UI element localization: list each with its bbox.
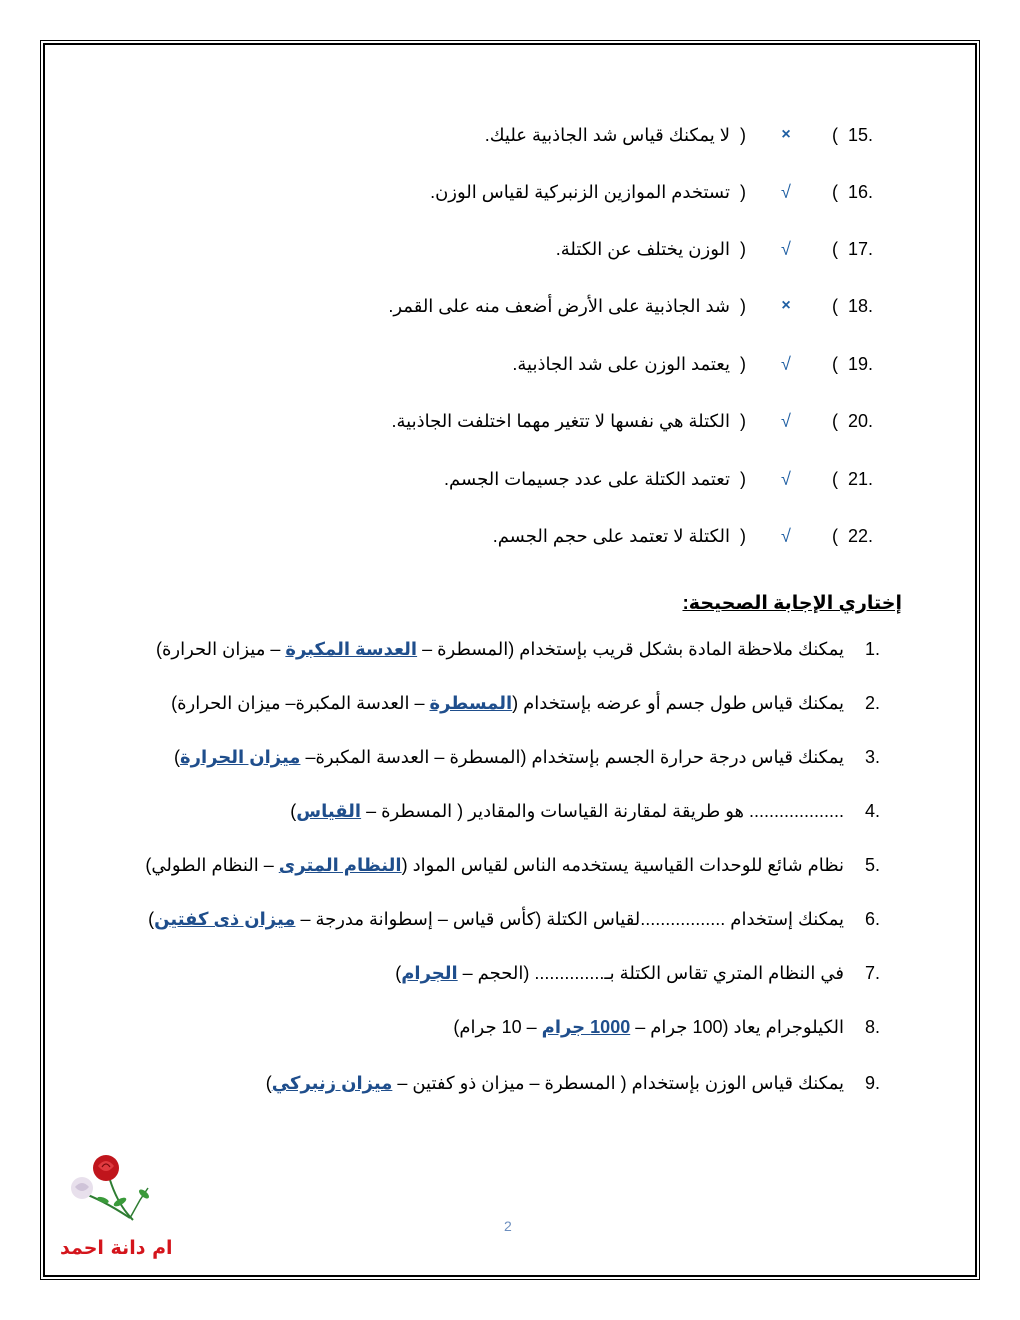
mc-number: 4. <box>864 801 880 821</box>
mc-question-end: ) <box>148 909 155 929</box>
mc-question: ................... هو طريقة لمقارنة القياسات والمقادير ( المسطرة – <box>361 801 844 821</box>
tf-item-19 <box>0 349 1020 379</box>
tf-statement: تستخدم الموازين الزنبركية لقياس الوزن. <box>430 182 730 202</box>
tf-number: 18. <box>848 296 874 316</box>
tf-open-paren: ( <box>832 469 838 489</box>
tf-close-paren: ) <box>740 411 746 431</box>
mc-question: يمكنك إستخدام .................لقياس الكتلة (كأس قياس – إسطوانة مدرجة – <box>295 909 844 929</box>
tf-item-16 <box>0 177 1020 207</box>
tf-number: 22. <box>848 526 874 546</box>
mc-number: 2. <box>864 693 880 713</box>
mc-answer: ميزان ذى كفتين <box>154 909 296 929</box>
tf-close-paren: ) <box>740 469 746 489</box>
check-mark-icon: √ <box>781 182 791 202</box>
mc-number: 6. <box>864 909 880 929</box>
tf-statement: الكتلة هي نفسها لا تتغير مهما اختلفت الجاذبية. <box>391 411 730 431</box>
mc-number: 7. <box>864 963 880 983</box>
mc-question: يمكنك قياس درجة حرارة الجسم بإستخدام (المسطرة – العدسة المكبرة– <box>300 747 844 767</box>
mc-item-8 <box>453 1012 880 1042</box>
tf-number: 21. <box>848 469 874 489</box>
mc-item-2 <box>171 688 880 718</box>
mc-question: يمكنك ملاحظة المادة بشكل قريب بإستخدام (المسطرة – <box>417 639 844 659</box>
cross-mark-icon: × <box>781 297 791 314</box>
tf-open-paren: ( <box>832 411 838 431</box>
section-title: إختاري الإجابة الصحيحة: <box>682 593 902 614</box>
mc-question: يمكنك قياس طول جسم أو عرضه بإستخدام ( <box>512 693 844 713</box>
mc-item-4 <box>290 796 880 826</box>
tf-close-paren: ) <box>740 239 746 259</box>
mc-item-3 <box>174 742 880 772</box>
mc-question-end: – ميزان الحرارة) <box>155 639 286 659</box>
mc-item-5 <box>145 850 880 880</box>
tf-statement: الوزن يختلف عن الكتلة. <box>555 239 730 259</box>
mc-question-end: – النظام الطولي) <box>145 855 279 875</box>
check-mark-icon: √ <box>781 239 791 259</box>
mc-answer: 1000 جرام <box>541 1017 631 1037</box>
tf-item-18 <box>0 291 1020 321</box>
mc-question-end: – العدسة المكبرة– ميزان الحرارة) <box>171 693 430 713</box>
tf-open-paren: ( <box>832 296 838 316</box>
mc-answer: الجرام <box>401 963 458 983</box>
tf-number: 19. <box>848 354 874 374</box>
mc-answer: القياس <box>296 801 362 821</box>
tf-statement: لا يمكنك قياس شد الجاذبية عليك. <box>484 125 730 145</box>
check-mark-icon: √ <box>781 411 791 431</box>
mc-answer: ميزان زنبركي <box>271 1073 393 1093</box>
mc-question: في النظام المتري تقاس الكتلة بـ.............. (الحجم – <box>457 963 844 983</box>
tf-statement: يعتمد الوزن على شد الجاذبية. <box>512 354 730 374</box>
mc-item-6 <box>148 904 880 934</box>
tf-statement: تعتمد الكتلة على عدد جسيمات الجسم. <box>444 469 730 489</box>
tf-number: 16. <box>848 182 874 202</box>
check-mark-icon: √ <box>781 469 791 489</box>
mc-number: 5. <box>864 855 880 875</box>
mc-question-end: ) <box>173 747 180 767</box>
logo-signature: ام دانة احمد <box>60 1237 173 1259</box>
check-mark-icon: √ <box>781 354 791 374</box>
mc-question: يمكنك قياس الوزن بإستخدام ( المسطرة – ميزان ذو كفتين – <box>392 1073 844 1093</box>
tf-statement: شد الجاذبية على الأرض أضعف منه على القمر. <box>388 296 730 316</box>
tf-close-paren: ) <box>740 125 746 145</box>
tf-open-paren: ( <box>832 354 838 374</box>
mc-answer: النظام المترى <box>278 855 402 875</box>
check-mark-icon: √ <box>781 526 791 546</box>
tf-open-paren: ( <box>832 125 838 145</box>
tf-close-paren: ) <box>740 526 746 546</box>
tf-close-paren: ) <box>740 182 746 202</box>
mc-question-end: ) <box>265 1073 272 1093</box>
mc-answer: المسطرة <box>429 693 513 713</box>
tf-close-paren: ) <box>740 296 746 316</box>
mc-item-7 <box>395 958 880 988</box>
tf-item-15 <box>0 120 1020 150</box>
mc-question: نظام شائع للوحدات القياسية يستخدمه الناس لقياس المواد ( <box>401 855 844 875</box>
tf-close-paren: ) <box>740 354 746 374</box>
tf-item-22 <box>0 521 1020 551</box>
rose-logo-icon <box>58 1150 208 1260</box>
mc-number: 1. <box>864 639 880 659</box>
tf-item-20 <box>0 406 1020 436</box>
mc-number: 3. <box>864 747 880 767</box>
tf-number: 15. <box>848 125 874 145</box>
tf-item-17 <box>0 234 1020 264</box>
mc-number: 9. <box>864 1073 880 1093</box>
tf-open-paren: ( <box>832 182 838 202</box>
tf-open-paren: ( <box>832 526 838 546</box>
mc-question-end: ) <box>395 963 402 983</box>
mc-answer: ميزان الحرارة <box>179 747 301 767</box>
page-number: 2 <box>504 1218 512 1234</box>
tf-item-21 <box>0 464 1020 494</box>
mc-item-9 <box>266 1068 880 1098</box>
mc-item-1 <box>156 634 880 664</box>
tf-number: 17. <box>848 239 874 259</box>
mc-question: الكيلوجرام يعاد (100 جرام – <box>630 1017 844 1037</box>
tf-open-paren: ( <box>832 239 838 259</box>
tf-number: 20. <box>848 411 874 431</box>
cross-mark-icon: × <box>781 126 791 143</box>
mc-question-end: ) <box>290 801 297 821</box>
mc-answer: العدسة المكبرة <box>285 639 418 659</box>
mc-number: 8. <box>864 1017 880 1037</box>
mc-question-end: – 10 جرام) <box>453 1017 542 1037</box>
tf-statement: الكتلة لا تعتمد على حجم الجسم. <box>492 526 730 546</box>
